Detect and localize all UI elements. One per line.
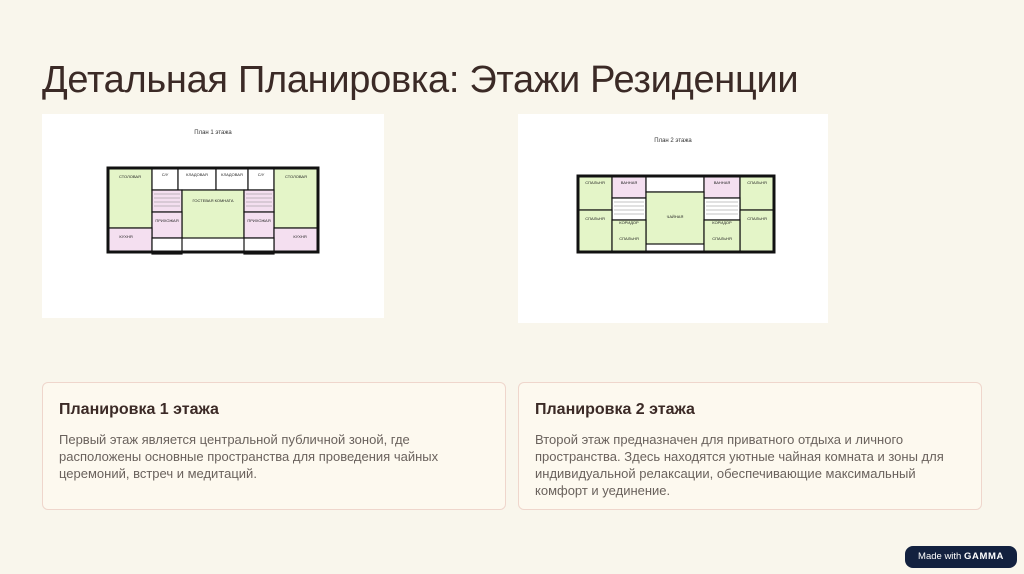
floor-2-card (518, 382, 982, 510)
room-wc-left: С/У (161, 172, 169, 177)
room-tea: ЧАЙНАЯ (666, 214, 684, 219)
room-storage-left: КЛАДОВАЯ (186, 172, 208, 177)
room-bedroom-bl: СПАЛЬНЯ (619, 236, 639, 241)
gamma-logo-text: GAMMA (964, 551, 1004, 562)
made-with-gamma-badge[interactable] (905, 546, 1017, 568)
room-bath-right: ВАННАЯ (713, 180, 731, 185)
card-heading: Планировка 2 этажа (535, 401, 695, 418)
room-kitchen-right: КУХНЯ (293, 234, 307, 239)
room-bedroom-tl: СПАЛЬНЯ (585, 180, 605, 185)
room-guest: ГОСТЕВАЯ КОМНАТА (192, 198, 234, 203)
room-wc-right: С/У (257, 172, 265, 177)
room-bedroom-ml: СПАЛЬНЯ (585, 216, 605, 221)
room-dining-left: СТОЛОВАЯ (119, 174, 141, 179)
room-kitchen-left: КУХНЯ (119, 234, 133, 239)
room-dining-right: СТОЛОВАЯ (285, 174, 307, 179)
room-corridor-left: КОРИДОР (619, 220, 639, 225)
room-bedroom-br: СПАЛЬНЯ (712, 236, 732, 241)
room-bath-left: ВАННАЯ (620, 180, 638, 185)
floor-plan-2-image (518, 114, 828, 323)
floor-1-card (42, 382, 506, 510)
room-bedroom-tr: СПАЛЬНЯ (747, 180, 767, 185)
card-heading: Планировка 1 этажа (59, 401, 219, 418)
room-storage-right: КЛАДОВАЯ (221, 172, 243, 177)
plan2-caption: План 2 этажа (654, 138, 692, 144)
badge-prefix: Made with (918, 551, 962, 562)
card-text: Первый этаж является центральной публичной зоной, где расположены основные пространства для проведения чайных церемоний, встреч и медитаций. (59, 432, 439, 481)
room-hall-left: ПРИХОЖАЯ (155, 218, 179, 223)
room-corridor-right: КОРИДОР (712, 220, 732, 225)
page-title: Детальная Планировка: Этажи Резиденции (42, 59, 799, 102)
plan1-caption: План 1 этажа (194, 130, 232, 136)
room-hall-right: ПРИХОЖАЯ (247, 218, 271, 223)
floor-plan-1-image (42, 114, 384, 318)
room-bedroom-mr: СПАЛЬНЯ (747, 216, 767, 221)
card-text: Второй этаж предназначен для приватного отдыха и личного пространства. Здесь находятся уютные чайная комната и зоны для индивидуальной релаксации, обеспечивающие максимальный комфорт и уединение. (535, 432, 944, 498)
